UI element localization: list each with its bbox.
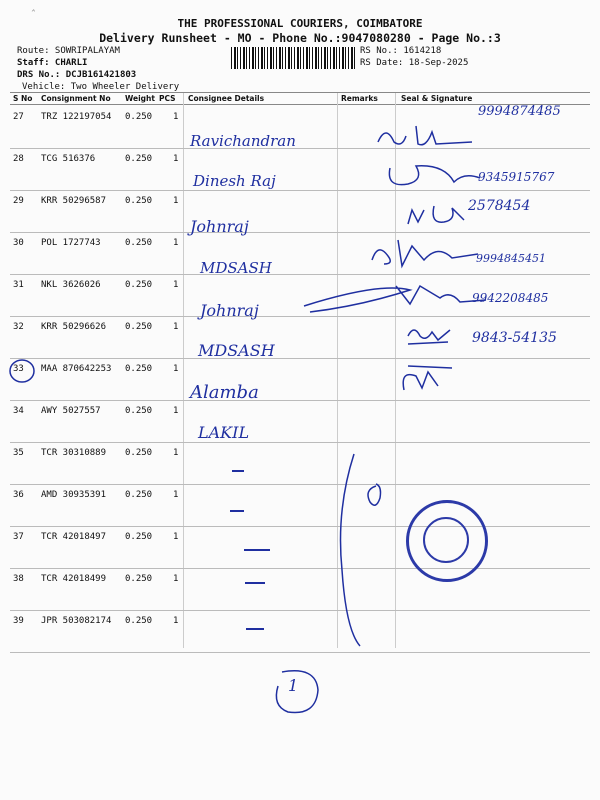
table-row: 32 KRR 50296626 0.250 1 (13, 322, 179, 332)
drs-label: DRS No.: DCJB161421803 (17, 70, 137, 80)
col-remarks: Remarks (341, 94, 378, 103)
table-header (10, 93, 590, 104)
col-consignment: Consignment No (41, 94, 111, 103)
handwritten-phone: 9942208485 (472, 291, 549, 305)
handwritten-phone: 9994874485 (478, 104, 561, 119)
handwritten-name: MDSASH (198, 341, 275, 360)
table-row: 35 TCR 30310889 0.250 1 (13, 448, 179, 458)
handwritten-name: Alamba (190, 382, 259, 403)
table-row: 29 KRR 50296587 0.250 1 (13, 196, 179, 206)
table-row: 36 AMD 30935391 0.250 1 (13, 490, 179, 500)
signature-scribble (372, 118, 492, 154)
signature-scribble (398, 362, 458, 394)
table-row: 31 NKL 3626026 0.250 1 (13, 280, 179, 290)
rs-number: RS No.: 1614218 (360, 46, 442, 56)
col-consignee: Consignee Details (188, 94, 265, 103)
rs-date: RS Date: 18-Sep-2025 (360, 58, 469, 68)
handwritten-name: Ravichandran (190, 132, 296, 150)
company-title: THE PROFESSIONAL COURIERS, COIMBATORE (177, 17, 423, 30)
handwritten-phone: 9994845451 (476, 252, 546, 265)
table-row: 38 TCR 42018499 0.250 1 (13, 574, 179, 584)
signature-scribble (384, 158, 484, 192)
table-row: 30 POL 1727743 0.250 1 (13, 238, 179, 248)
staff-label: Staff: CHARLI (17, 58, 88, 68)
blank-mark (244, 549, 270, 551)
table-row: 27 TRZ 122197054 0.250 1 (13, 112, 179, 122)
handwritten-name: LAKIL (198, 423, 250, 442)
barcode (231, 47, 355, 69)
bracket-scribble (336, 450, 396, 650)
row-33-circle-mark (8, 357, 36, 385)
blank-mark (230, 510, 244, 512)
table-row: 37 TCR 42018497 0.250 1 (13, 532, 179, 542)
handwritten-phone: 9843-54135 (472, 330, 557, 346)
col-pcs: PCS (159, 94, 176, 103)
handwritten-phone: 2578454 (468, 198, 531, 214)
signature-scribble (368, 236, 488, 270)
scan-mark-icon: ˆ (30, 10, 35, 21)
col-seal: Seal & Signature (401, 94, 473, 103)
handwritten-name: MDSASH (200, 259, 272, 277)
table-row: 39 JPR 503082174 0.250 1 (13, 616, 179, 626)
col-sno: S No (13, 94, 33, 103)
handwritten-name: Johnraj (190, 217, 249, 236)
route-label: Route: SOWRIPALAYAM (17, 46, 120, 56)
table-row: 28 TCG 516376 0.250 1 (13, 154, 179, 164)
signature-scribble (300, 276, 490, 320)
col-weight: Weight (125, 94, 155, 103)
runsheet-subtitle: Delivery Runsheet - MO - Phone No.:9047080280 - Page No.:3 (99, 31, 501, 45)
company-stamp (406, 500, 488, 582)
signature-scribble (404, 200, 468, 230)
vehicle-label: Vehicle: Two Wheeler Delivery (22, 82, 180, 92)
blank-mark (232, 470, 244, 472)
table-row: 33 MAA 870642253 0.250 1 (13, 364, 179, 374)
handwritten-name: Johnraj (200, 301, 259, 320)
handwritten-phone: 9345915767 (478, 170, 555, 184)
table-row: 34 AWY 5027557 0.250 1 (13, 406, 179, 416)
blank-mark (246, 628, 264, 630)
signature-scribble (404, 322, 454, 346)
blank-mark (245, 582, 265, 584)
bottom-mark-digit: 1 (288, 676, 299, 695)
handwritten-name: Dinesh Raj (193, 172, 276, 190)
table-top-line (10, 92, 590, 93)
